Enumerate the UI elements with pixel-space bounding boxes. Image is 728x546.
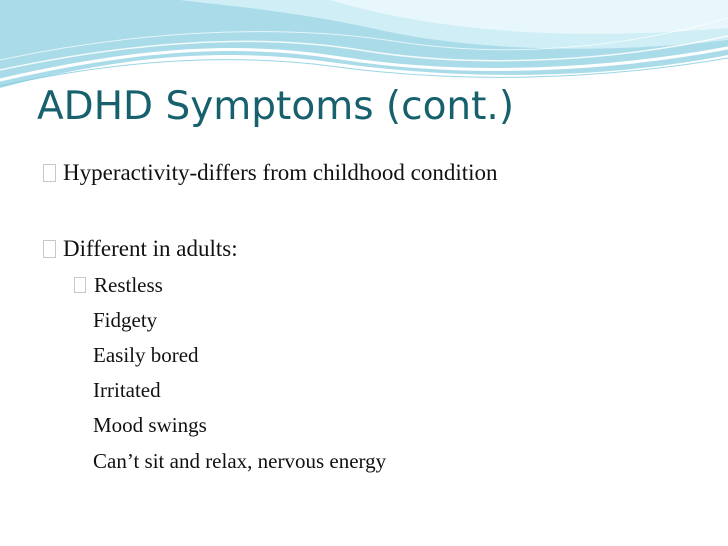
bullet-box-icon [43, 164, 56, 182]
sub-bullet-text: Mood swings [93, 413, 207, 437]
sub-bullet-text: Restless [94, 273, 163, 297]
sub-bullet-item [74, 413, 207, 438]
bullet-text: Different in adults: [63, 236, 238, 261]
bullet-box-icon [74, 277, 86, 293]
slide-title: ADHD Symptoms (cont.) [37, 84, 515, 129]
sub-bullet-item [74, 449, 386, 474]
bullet-item [43, 160, 498, 186]
bullet-text: Hyperactivity-differs from childhood condition [63, 160, 498, 185]
sub-bullet-text: Irritated [93, 378, 161, 402]
sub-bullet-item [74, 273, 163, 298]
sub-bullet-item [74, 378, 161, 403]
bullet-box-icon [43, 240, 56, 258]
sub-bullet-text: Can’t sit and relax, nervous energy [93, 449, 387, 473]
sub-bullet-item [74, 308, 157, 333]
sub-bullet-item [74, 343, 199, 368]
bullet-item [43, 236, 238, 262]
header-wave-decoration [0, 0, 728, 90]
sub-bullet-text: Fidgety [93, 308, 158, 332]
sub-bullet-text: Easily bored [93, 343, 199, 367]
